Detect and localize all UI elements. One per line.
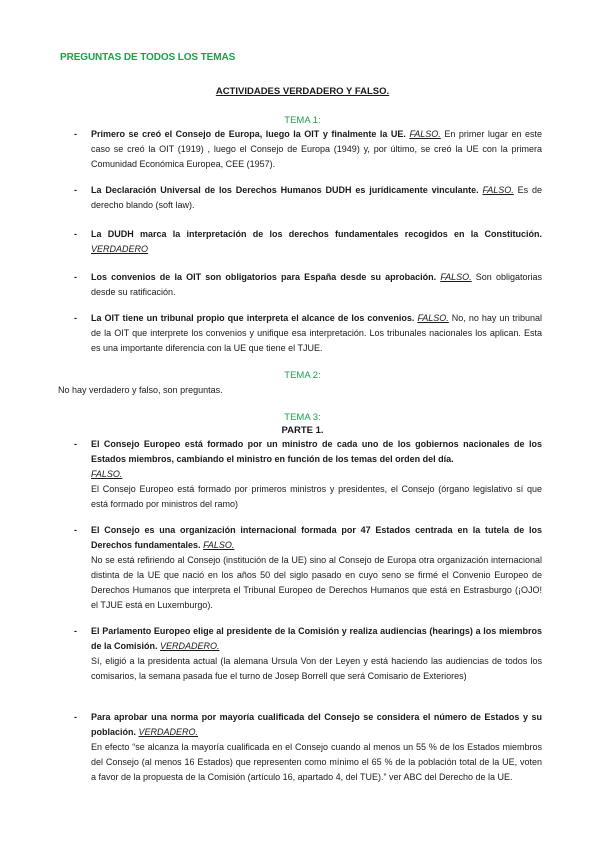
- explanation-text: En efecto “se alcanza la mayoría cualificada en el Consejo cuando al menos un 55 % de los Estados miembros del Consejo (al menos 16 Estados) que representen como mínimo el 65 % de la población total de la UE, voten a favor de la propuesta de la Comisión (artículo 16, apartado 4, del TUE).” ver ABC del Derecho de la UE.: [91, 742, 542, 782]
- question-text: El Consejo es una organización internacional formada por 47 Estados centrada en la tutela de los Derechos fundamentales.: [91, 525, 542, 550]
- tema3-parte: PARTE 1.: [281, 425, 324, 436]
- bullet-dash: -: [74, 712, 77, 722]
- tema1-heading: TEMA 1:: [284, 115, 321, 126]
- tema3-item-3: [74, 624, 542, 684]
- explanation-text: No se está refiriendo al Consejo (institución de la UE) sino al Consejo de Europa otra organización internacional distinta de la UE que nació en los años 50 del siglo pasado en cuyo seno se firmé el Convenio Europeo de Derechos Humanos que interpreta el Tribunal Europeo de Derechos Humanos que está en Estrasburgo (¡OJO! el TJUE está en Luxemburgo).: [91, 555, 542, 610]
- tema3-item-2: [74, 523, 542, 613]
- tema3-item-4: [74, 710, 542, 785]
- tema1-item-2: [74, 183, 543, 213]
- answer-label: FALSO.: [203, 540, 235, 550]
- document-title: PREGUNTAS DE TODOS LOS TEMAS: [60, 52, 236, 63]
- bullet-dash: -: [74, 626, 77, 636]
- bullet-dash: -: [74, 185, 77, 195]
- answer-label: FALSO.: [91, 469, 123, 479]
- tema1-item-1: [74, 127, 542, 172]
- tema1-item-4: [74, 270, 542, 300]
- answer-label: FALSO.: [417, 313, 449, 323]
- explanation-text: No, no hay un tribunal de la OIT que interprete los convenios y unifique esa interpretación. Los tribunales nacionales los aplican. Esta es una importante diferencia con la UE que tiene el TJUE.: [91, 313, 542, 353]
- tema1-item-5: [74, 311, 542, 356]
- section-subtitle: ACTIVIDADES VERDADERO Y FALSO.: [215, 86, 390, 97]
- question-text: La Declaración Universal de los Derechos Humanos DUDH es jurídicamente vinculante.: [91, 185, 479, 195]
- bullet-dash: -: [74, 272, 77, 282]
- bullet-dash: -: [74, 229, 77, 239]
- explanation-text: El Consejo Europeo está formado por primeros ministros y presidentes, el Consejo (órgano legislativo sí que está formado por ministros del ramo): [91, 484, 542, 509]
- tema1-item-3: [74, 227, 542, 257]
- question-text: La OIT tiene un tribunal propio que interpreta el alcance de los convenios.: [91, 313, 415, 323]
- explanation-text: En primer lugar en este caso se creó la OIT (1919) , luego el Consejo de Europa (1949) y, por último, se creó la UE con la primera Comunidad Económica Europea, CEE (1957).: [91, 129, 542, 169]
- tema2-heading: TEMA 2:: [284, 370, 321, 381]
- question-text: El Consejo Europeo está formado por un ministro de cada uno de los gobiernos nacionales de los Estados miembros, cambiando el ministro en función de los temas del orden del día.: [91, 439, 542, 464]
- answer-label: FALSO.: [482, 185, 514, 195]
- answer-label: VERDADERO.: [138, 727, 199, 737]
- tema3-item-1: [74, 437, 542, 512]
- question-text: La DUDH marca la interpretación de los derechos fundamentales recogidos en la Constitución.: [91, 229, 542, 239]
- answer-label: VERDADERO: [91, 244, 149, 254]
- answer-label: FALSO.: [409, 129, 441, 139]
- bullet-dash: -: [74, 313, 77, 323]
- explanation-text: Son obligatorias desde su ratificación.: [91, 272, 542, 297]
- question-text: Los convenios de la OIT son obligatorios para España desde su aprobación.: [91, 272, 437, 282]
- bullet-dash: -: [74, 525, 77, 535]
- answer-label: VERDADERO.: [160, 641, 220, 651]
- answer-label: FALSO.: [440, 272, 472, 282]
- explanation-text: Sí, eligió a la presidenta actual (la alemana Ursula Von der Leyen y está haciendo las audiencias de todos los comisarios, la semana pasada fue el turno de Josep Borrell que será Comisario de Exteriores): [91, 656, 542, 681]
- tema2-note: No hay verdadero y falso, son preguntas.: [58, 385, 223, 395]
- tema3-heading: TEMA 3:: [284, 412, 321, 423]
- explanation-text: Es de derecho blando (soft law).: [91, 185, 543, 210]
- question-text: El Parlamento Europeo elige al presidente de la Comisión y realiza audiencias (hearings) a los miembros de la Comisión.: [91, 626, 542, 651]
- question-text: Para aprobar una norma por mayoría cualificada del Consejo se considera el número de Estados y su población.: [91, 712, 542, 737]
- bullet-dash: -: [74, 129, 77, 139]
- bullet-dash: -: [74, 439, 77, 449]
- question-text: Primero se creó el Consejo de Europa, luego la OIT y finalmente la UE.: [91, 129, 406, 139]
